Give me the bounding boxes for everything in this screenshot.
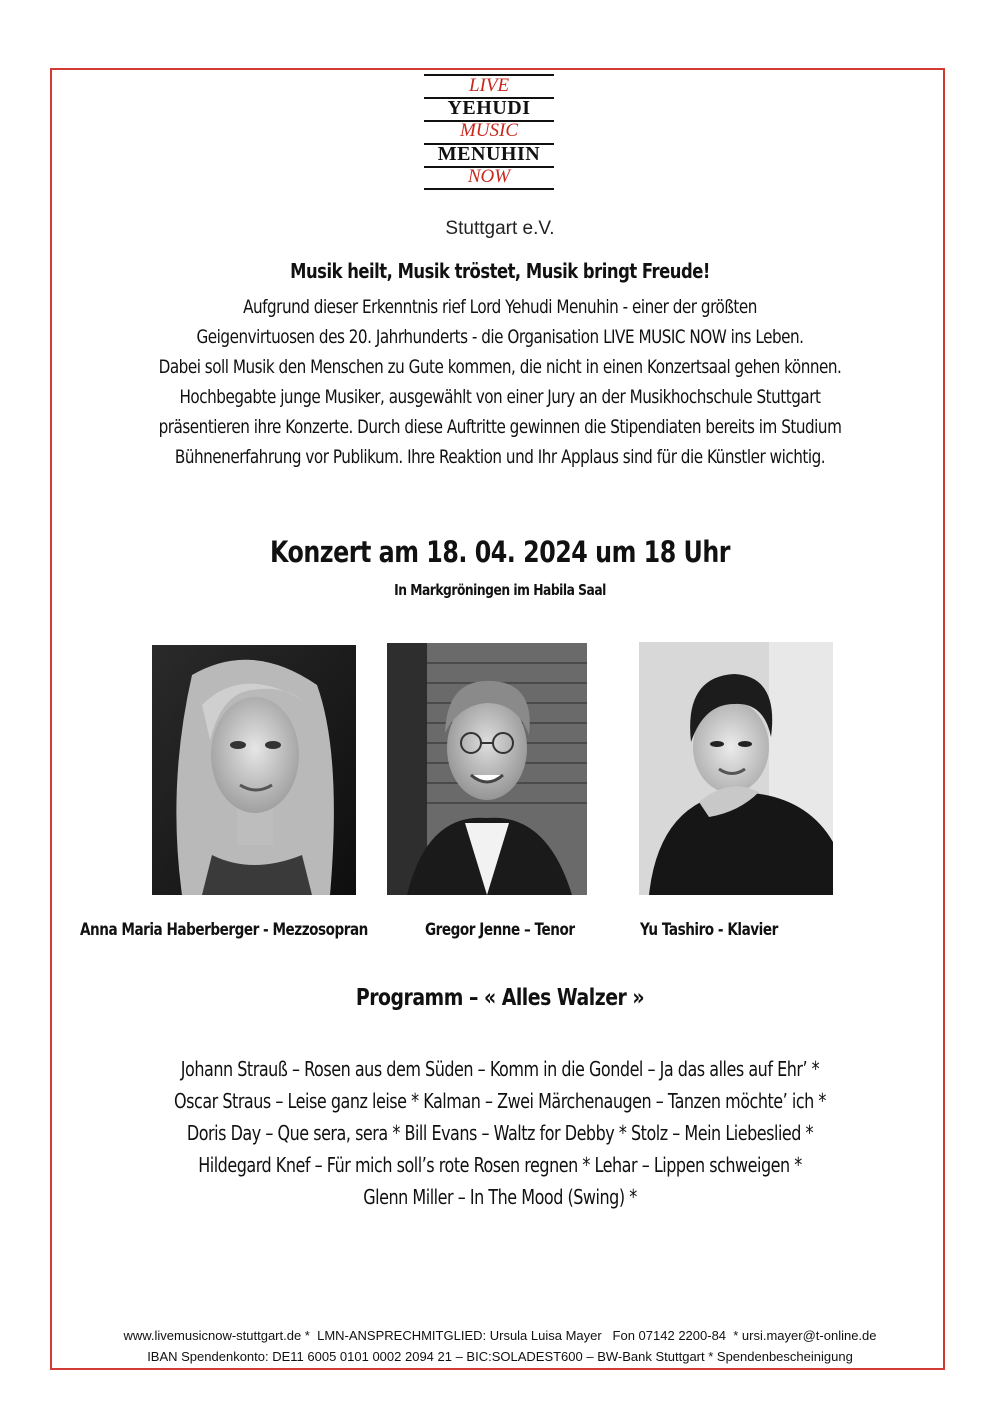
- concert-title: Konzert am 18. 04. 2024 um 18 Uhr: [269, 535, 731, 569]
- logo-yehudi: YEHUDI: [447, 97, 531, 119]
- intro-line: Hochbegabte junge Musiker, ausgewählt von einer Jury an der Musikhochschule Stuttgart: [179, 386, 821, 408]
- footer-contact: www.livemusicnow-stuttgart.de * LMN-ANSPRECHMITGLIED: Ursula Luisa Mayer Fon 07142 2200-84 * ursi.mayer@t-online.de: [123, 1328, 877, 1343]
- slogan: Musik heilt, Musik tröstet, Musik bringt Freude!: [290, 259, 710, 283]
- photo-yu-tashiro: [639, 642, 833, 895]
- programme-line: Doris Day – Que sera, sera * Bill Evans – Waltz for Debby * Stolz – Mein Liebeslied *: [186, 1121, 814, 1145]
- logo: [424, 74, 554, 189]
- programme-line: Glenn Miller – In The Mood (Swing) *: [363, 1185, 637, 1209]
- logo-now: NOW: [467, 166, 511, 187]
- intro-line: Bühnenerfahrung vor Publikum. Ihre Reaktion und Ihr Applaus sind für die Künstler wichtig.: [174, 446, 826, 468]
- footer-bank: IBAN Spendenkonto: DE11 6005 0101 0002 2094 21 – BIC:SOLADEST600 – BW-Bank Stuttgart * Spendenbescheinigung: [147, 1349, 853, 1364]
- programme-line: Oscar Straus – Leise ganz leise * Kalman – Zwei Märchenaugen – Tanzen möchte’ ich *: [174, 1089, 826, 1113]
- performer-caption: Gregor Jenne – Tenor: [425, 920, 575, 940]
- performer-caption: Anna Maria Haberberger - Mezzosopran: [80, 920, 368, 940]
- photo-gregor-jenne: [387, 643, 587, 895]
- intro-text: [60, 292, 940, 472]
- performer-caption: Yu Tashiro - Klavier: [640, 920, 778, 940]
- programme-title: Programm – « Alles Walzer »: [355, 985, 645, 1011]
- logo-menuhin: MENUHIN: [437, 143, 541, 165]
- intro-line: Geigenvirtuosen des 20. Jahrhunderts - die Organisation LIVE MUSIC NOW ins Leben.: [196, 326, 804, 348]
- concert-venue: In Markgröningen im Habila Saal: [394, 581, 606, 599]
- photo-anna-maria-haberberger: [152, 645, 356, 895]
- intro-line: präsentieren ihre Konzerte. Durch diese Auftritte gewinnen die Stipendiaten bereits im Studium: [158, 416, 842, 438]
- programme-line: Hildegard Knef – Für mich soll’s rote Rosen regnen * Lehar – Lippen schweigen *: [198, 1153, 802, 1177]
- org-subtitle: Stuttgart e.V.: [445, 218, 555, 239]
- footer: [50, 1325, 950, 1367]
- programme-list: [50, 1053, 950, 1213]
- intro-line: Dabei soll Musik den Menschen zu Gute kommen, die nicht in einen Konzertsaal gehen können.: [158, 356, 842, 378]
- programme-line: Johann Strauß – Rosen aus dem Süden – Komm in die Gondel – Ja das alles auf Ehr’ *: [180, 1057, 820, 1081]
- intro-line: Aufgrund dieser Erkenntnis rief Lord Yehudi Menuhin - einer der größten: [243, 296, 757, 318]
- logo-live: LIVE: [468, 75, 510, 96]
- logo-music: MUSIC: [459, 120, 519, 141]
